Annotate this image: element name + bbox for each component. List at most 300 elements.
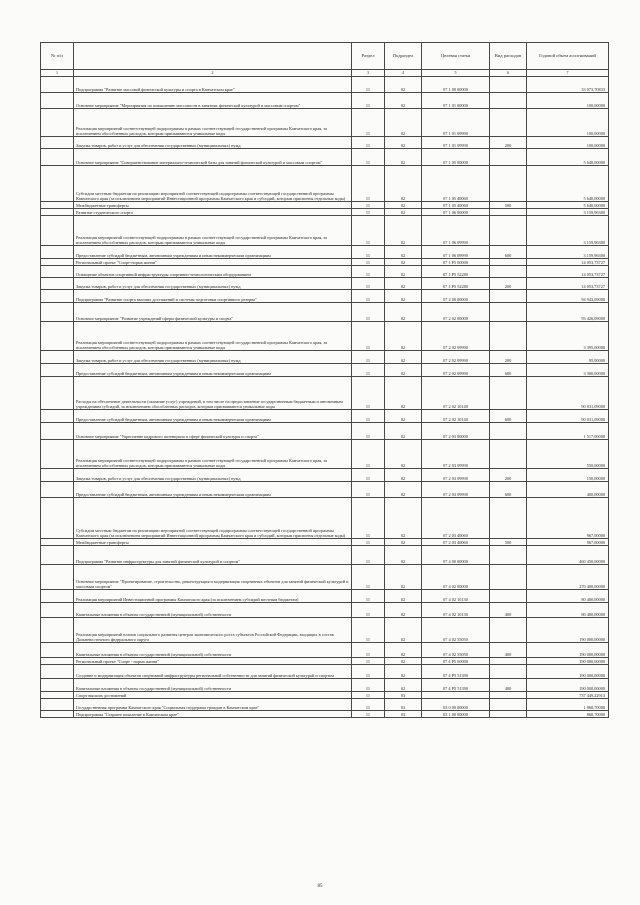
row-target-code: 07 2 03 40060 (422, 539, 490, 546)
row-section: 11 (352, 209, 385, 216)
row-target-code: 07 4 02 10130 (422, 603, 490, 618)
row-expense-kind (490, 216, 527, 246)
budget-document (40, 42, 608, 718)
row-sum: 14 053,73727 (527, 259, 609, 266)
table-row (41, 322, 609, 351)
row-subsection: 02 (385, 209, 422, 216)
row-section: 11 (352, 423, 385, 440)
row-name: Капитальные вложения в объекты государственной (муниципальной) собственности (74, 643, 352, 658)
row-target-code: 07 2 03 09990 (422, 482, 490, 498)
row-number (41, 699, 74, 711)
page-number: 85 (317, 884, 323, 889)
table-row (41, 149, 609, 166)
row-number (41, 469, 74, 482)
row-section: 11 (352, 469, 385, 482)
row-sum: 14 053,73727 (527, 266, 609, 278)
row-expense-kind: 200 (490, 137, 527, 149)
table-row (41, 202, 609, 209)
row-sum: 100,00000 (527, 109, 609, 137)
header-subsection: Подраздел (385, 43, 422, 70)
row-sum: 737 449,22913 (527, 692, 609, 699)
row-expense-kind: 500 (490, 202, 527, 209)
row-target-code: 07 1 01 09990 (422, 137, 490, 149)
row-sum: 95,00000 (527, 351, 609, 364)
row-expense-kind (490, 440, 527, 469)
table-row (41, 93, 609, 109)
row-section: 11 (352, 699, 385, 711)
row-subsection: 02 (385, 603, 422, 618)
row-number (41, 643, 74, 658)
row-expense-kind (490, 711, 527, 718)
row-sum: 80 400,00000 (527, 603, 609, 618)
table-row (41, 259, 609, 266)
col-number: 2 (74, 70, 352, 77)
row-subsection: 02 (385, 202, 422, 209)
row-subsection: 03 (385, 699, 422, 711)
row-number (41, 565, 74, 590)
row-subsection: 02 (385, 303, 422, 322)
header-section: Раздел (352, 43, 385, 70)
table-row (41, 546, 609, 565)
row-number (41, 137, 74, 149)
table-row (41, 216, 609, 246)
row-expense-kind (490, 692, 527, 699)
row-number (41, 440, 74, 469)
row-section: 11 (352, 166, 385, 202)
row-target-code: 07 2 02 09990 (422, 364, 490, 377)
row-number (41, 202, 74, 209)
row-number (41, 498, 74, 539)
row-subsection: 02 (385, 546, 422, 565)
row-section: 11 (352, 202, 385, 209)
row-subsection: 02 (385, 618, 422, 643)
table-row (41, 278, 609, 290)
row-target-code: 07 4 P5 51390 (422, 679, 490, 692)
row-expense-kind (490, 546, 527, 565)
row-name: Закупка товаров, работ и услуг для обеспечения государственных (муниципальных) нужд (74, 278, 352, 290)
row-number (41, 482, 74, 498)
row-number (41, 603, 74, 618)
row-expense-kind (490, 266, 527, 278)
row-expense-kind (490, 77, 527, 93)
row-sum: 90 031,09000 (527, 377, 609, 410)
row-number (41, 166, 74, 202)
row-expense-kind (490, 498, 527, 539)
row-number (41, 290, 74, 303)
row-subsection: 02 (385, 423, 422, 440)
row-target-code: 07 2 03 00000 (422, 423, 490, 440)
row-expense-kind: 500 (490, 539, 527, 546)
row-expense-kind: 400 (490, 679, 527, 692)
row-name: Капитальные вложения в объекты государственной (муниципальной) собственности (74, 679, 352, 692)
row-section: 11 (352, 482, 385, 498)
table-header-row (41, 43, 609, 70)
row-number (41, 539, 74, 546)
row-subsection: 02 (385, 377, 422, 410)
row-section: 11 (352, 692, 385, 699)
row-target-code: 07 2 03 09990 (422, 469, 490, 482)
row-subsection: 02 (385, 166, 422, 202)
row-section: 11 (352, 546, 385, 565)
row-section: 11 (352, 278, 385, 290)
row-name: Предоставление субсидий бюджетным, автономным учреждениям и иным некоммерческим организациям (74, 482, 352, 498)
row-subsection: 02 (385, 590, 422, 603)
table-row (41, 618, 609, 643)
row-target-code: 07 2 02 10140 (422, 377, 490, 410)
row-sum: 400,00000 (527, 482, 609, 498)
row-sum: 190 000,00000 (527, 658, 609, 665)
table-row (41, 711, 609, 718)
row-sum: 1 517,00000 (527, 423, 609, 440)
row-subsection: 02 (385, 539, 422, 546)
row-expense-kind (490, 377, 527, 410)
row-subsection: 02 (385, 259, 422, 266)
row-section: 11 (352, 364, 385, 377)
row-target-code (422, 692, 490, 699)
row-number (41, 259, 74, 266)
row-subsection: 02 (385, 216, 422, 246)
column-number-row (41, 70, 609, 77)
row-sum: 868,70000 (527, 711, 609, 718)
row-section: 11 (352, 259, 385, 266)
row-name: Подпрограмма "Развитие инфраструктуры для занятий физической культурой и спортом" (74, 546, 352, 565)
row-number (41, 692, 74, 699)
row-section: 11 (352, 322, 385, 351)
table-row (41, 539, 609, 546)
row-sum: 80 400,00000 (527, 590, 609, 603)
row-name: Закупка товаров, работ и услуг для обеспечения государственных (муниципальных) нужд (74, 351, 352, 364)
row-sum: 150,00000 (527, 469, 609, 482)
row-subsection: 02 (385, 246, 422, 259)
row-sum: 3 159,96300 (527, 209, 609, 216)
row-expense-kind (490, 658, 527, 665)
row-name: Межбюджетные трансферты (74, 202, 352, 209)
row-name: Реализация мероприятий соответствующей подпрограммы в рамках соответствующей государственной программы Камчатского края, за исключением обособленных расходов, которым присваиваются уникальные коды (74, 322, 352, 351)
row-sum: 94 943,09000 (527, 290, 609, 303)
row-subsection: 02 (385, 149, 422, 166)
row-target-code: 07 4 02 55050 (422, 643, 490, 658)
row-target-code: 07 4 P5 00000 (422, 658, 490, 665)
row-subsection: 02 (385, 410, 422, 423)
table-row (41, 679, 609, 692)
row-expense-kind: 600 (490, 482, 527, 498)
row-target-code: 03 0 00 00000 (422, 699, 490, 711)
row-expense-kind (490, 618, 527, 643)
row-target-code: 07 2 03 40060 (422, 498, 490, 539)
row-name: Предоставление субсидий бюджетным, автономным учреждениям и иным некоммерческим организациям (74, 364, 352, 377)
row-number (41, 679, 74, 692)
row-number (41, 351, 74, 364)
table-row (41, 209, 609, 216)
row-section: 11 (352, 603, 385, 618)
row-name: Региональный проект "Спорт - норма жизни" (74, 658, 352, 665)
row-section: 11 (352, 440, 385, 469)
table-row (41, 166, 609, 202)
row-sum: 3 300,00000 (527, 364, 609, 377)
row-number (41, 665, 74, 679)
row-expense-kind (490, 290, 527, 303)
row-number (41, 109, 74, 137)
row-name: Капитальные вложения в объекты государственной (муниципальной) собственности (74, 603, 352, 618)
row-sum: 190 000,00000 (527, 643, 609, 658)
row-expense-kind (490, 322, 527, 351)
table-row (41, 246, 609, 259)
table-row (41, 109, 609, 137)
table-row (41, 137, 609, 149)
table-row (41, 643, 609, 658)
header-target: Целевая статья (422, 43, 490, 70)
row-target-code: 07 2 03 09990 (422, 440, 490, 469)
row-sum: 190 000,00000 (527, 665, 609, 679)
table-row (41, 77, 609, 93)
table-row (41, 410, 609, 423)
row-section: 11 (352, 93, 385, 109)
row-name: Оснащение объектов спортивной инфраструктуры спортивно-технологическим оборудованием (74, 266, 352, 278)
row-sum: 967,00000 (527, 539, 609, 546)
row-target-code: 07 1 01 00000 (422, 93, 490, 109)
row-section: 11 (352, 246, 385, 259)
row-subsection: 02 (385, 77, 422, 93)
row-subsection: 02 (385, 364, 422, 377)
row-expense-kind: 400 (490, 643, 527, 658)
row-name: Реализация мероприятий Инвестиционной программы Камчатского края (за исключением субсидий местным бюджетам) (74, 590, 352, 603)
row-sum: 5 640,00000 (527, 202, 609, 209)
row-name: Межбюджетные трансферты (74, 539, 352, 546)
table-row (41, 590, 609, 603)
row-expense-kind: 600 (490, 410, 527, 423)
row-section: 11 (352, 711, 385, 718)
table-row (41, 565, 609, 590)
row-section: 11 (352, 216, 385, 246)
row-name: Основное мероприятие "Развитие учреждений сферы физической культуры и спорта" (74, 303, 352, 322)
row-section: 11 (352, 618, 385, 643)
row-section: 11 (352, 643, 385, 658)
row-target-code: 07 2 00 00000 (422, 290, 490, 303)
row-section: 11 (352, 290, 385, 303)
row-subsection: 03 (385, 692, 422, 699)
row-target-code: 07 1 05 40060 (422, 166, 490, 202)
table-body (41, 77, 609, 718)
row-target-code: 07 2 02 10140 (422, 410, 490, 423)
row-name: Развитие студенческого спорта (74, 209, 352, 216)
row-subsection: 02 (385, 679, 422, 692)
row-name: Региональный проект "Спорт-норма жизни" (74, 259, 352, 266)
row-target-code: 07 1 P5 00000 (422, 259, 490, 266)
row-subsection: 02 (385, 469, 422, 482)
row-number (41, 423, 74, 440)
row-name: Реализация мероприятий соответствующей подпрограммы в рамках соответствующей государственной программы Камчатского края, за исключением обособленных расходов, которым присваиваются уникальные коды (74, 216, 352, 246)
row-name: Субсидии местным бюджетам на реализацию мероприятий соответствующей подпрограммы соответствующей государственной программы Камчатского края (за исключением мероприятий Инвестиционной программы Камчатского края и субсидий, которым присвоены отдельные коды) (74, 166, 352, 202)
row-subsection: 03 (385, 711, 422, 718)
col-number: 6 (490, 70, 527, 77)
row-name: Подпрограмма "Старшее поколение в Камчатском крае" (74, 711, 352, 718)
row-sum: 93 426,09000 (527, 303, 609, 322)
budget-table (40, 42, 609, 718)
row-target-code: 07 1 06 09990 (422, 216, 490, 246)
row-section: 11 (352, 377, 385, 410)
table-row (41, 699, 609, 711)
row-subsection: 02 (385, 665, 422, 679)
col-number: 1 (41, 70, 74, 77)
row-section: 11 (352, 77, 385, 93)
row-subsection: 02 (385, 93, 422, 109)
row-number (41, 322, 74, 351)
row-expense-kind: 200 (490, 351, 527, 364)
row-name: Реализация мероприятий соответствующей подпрограммы в рамках соответствующей государственной программы Камчатского края, за исключением обособленных расходов, которым присваиваются уникальные коды (74, 440, 352, 469)
row-name: Подпрограмма "Развитие спорта высших достижений и системы подготовки спортивного резерва" (74, 290, 352, 303)
row-name: Закупка товаров, работ и услуг для обеспечения государственных (муниципальных) нужд (74, 469, 352, 482)
table-row (41, 266, 609, 278)
table-row (41, 303, 609, 322)
row-subsection: 02 (385, 137, 422, 149)
row-sum: 190 000,00000 (527, 618, 609, 643)
row-expense-kind (490, 109, 527, 137)
row-target-code: 03 1 00 00000 (422, 711, 490, 718)
row-number (41, 209, 74, 216)
row-subsection: 02 (385, 351, 422, 364)
table-row (41, 290, 609, 303)
col-number: 7 (527, 70, 609, 77)
table-row (41, 440, 609, 469)
row-expense-kind (490, 665, 527, 679)
row-subsection: 02 (385, 322, 422, 351)
row-section: 11 (352, 665, 385, 679)
row-subsection: 02 (385, 482, 422, 498)
row-sum: 270 400,00000 (527, 565, 609, 590)
row-section: 11 (352, 351, 385, 364)
row-name: Реализация мероприятий соответствующей подпрограммы в рамках соответствующей государственной программы Камчатского края, за исключением обособленных расходов, которым присваиваются уникальные коды (74, 109, 352, 137)
row-name: Государственная программа Камчатского края "Социальная поддержка граждан в Камчатском крае" (74, 699, 352, 711)
row-target-code: 07 2 02 00000 (422, 303, 490, 322)
row-name: Подпрограмма "Развитие массовой физической культуры и спорта в Камчатском крае" (74, 77, 352, 93)
table-row (41, 364, 609, 377)
row-target-code: 07 4 02 55050 (422, 618, 490, 643)
row-expense-kind: 200 (490, 469, 527, 482)
row-sum: 190 000,00000 (527, 679, 609, 692)
row-number (41, 278, 74, 290)
row-name: Основное мероприятие "Укрепление кадрового потенциала в сфере физической культуры и спорта" (74, 423, 352, 440)
row-section: 11 (352, 137, 385, 149)
row-sum: 3 159,96300 (527, 246, 609, 259)
row-number (41, 216, 74, 246)
row-name: Реализация мероприятий планов социального развития центров экономического роста субъектов Российской Федерации, входящих в состав Дальневосточного федерального округа (74, 618, 352, 643)
row-number (41, 266, 74, 278)
row-section: 11 (352, 266, 385, 278)
row-target-code: 07 1 06 00000 (422, 209, 490, 216)
row-name: Спорт высших достижений (74, 692, 352, 699)
row-number (41, 590, 74, 603)
row-target-code: 07 1 06 09990 (422, 246, 490, 259)
row-section: 11 (352, 590, 385, 603)
row-expense-kind: 400 (490, 603, 527, 618)
row-sum: 100,00000 (527, 93, 609, 109)
row-subsection: 02 (385, 266, 422, 278)
row-subsection: 02 (385, 658, 422, 665)
header-sum: Годовой объем ассигнований (527, 43, 609, 70)
row-section: 11 (352, 565, 385, 590)
row-number (41, 149, 74, 166)
table-row (41, 469, 609, 482)
row-expense-kind (490, 699, 527, 711)
table-row (41, 423, 609, 440)
row-name: Расходы на обеспечение деятельности (оказание услуг) учреждений, в том числе на предоставление государственным бюджетным и автономным учреждениям субсидий, за исключением обособленных расходов, которым присваиваются уникальные коды (74, 377, 352, 410)
header-kind: Вид расходов (490, 43, 527, 70)
table-row (41, 692, 609, 699)
row-number (41, 618, 74, 643)
row-number (41, 410, 74, 423)
row-expense-kind (490, 166, 527, 202)
row-number (41, 303, 74, 322)
row-name: Основное мероприятие "Совершенствование материально-технической базы для занятий физической культурой и массовым спортом" (74, 149, 352, 166)
row-name: Предоставление субсидий бюджетным, автономным учреждениям и иным некоммерческим организациям (74, 410, 352, 423)
row-section: 11 (352, 498, 385, 539)
row-subsection: 02 (385, 565, 422, 590)
row-sum: 5 640,00000 (527, 166, 609, 202)
table-row (41, 658, 609, 665)
table-row (41, 482, 609, 498)
row-name: Основное мероприятие "Проектирование, строительство, реконструкция и модернизация спортивных объектов для занятий физической культурой и массовым спортом" (74, 565, 352, 590)
table-row (41, 498, 609, 539)
table-row (41, 603, 609, 618)
row-section: 11 (352, 149, 385, 166)
row-subsection: 02 (385, 643, 422, 658)
row-number (41, 77, 74, 93)
row-sum: 1 968,70000 (527, 699, 609, 711)
row-number (41, 246, 74, 259)
col-number: 5 (422, 70, 490, 77)
row-section: 11 (352, 679, 385, 692)
row-subsection: 02 (385, 290, 422, 303)
row-sum: 90 031,09000 (527, 410, 609, 423)
row-sum: 967,00000 (527, 498, 609, 539)
row-sum: 3 159,96300 (527, 216, 609, 246)
row-subsection: 02 (385, 278, 422, 290)
row-name: Субсидии местным бюджетам на реализацию мероприятий соответствующей подпрограммы соответствующей государственной программы Камчатского края (за исключением мероприятий Инвестиционной программы Камчатского края и субсидий, которым присвоены отдельные коды) (74, 498, 352, 539)
row-number (41, 546, 74, 565)
row-name: Основное мероприятие "Мероприятия по повышению массовости в занятиях физической культурой и массовым спортом" (74, 93, 352, 109)
header-num: № п/п (41, 43, 74, 70)
row-target-code: 07 1 05 00000 (422, 149, 490, 166)
row-expense-kind (490, 565, 527, 590)
row-target-code: 07 4 02 10130 (422, 590, 490, 603)
row-section: 11 (352, 539, 385, 546)
row-subsection: 02 (385, 440, 422, 469)
table-row (41, 665, 609, 679)
row-target-code: 07 2 02 09990 (422, 322, 490, 351)
row-sum: 33 073,70833 (527, 77, 609, 93)
row-expense-kind: 600 (490, 364, 527, 377)
row-subsection: 02 (385, 498, 422, 539)
row-expense-kind (490, 423, 527, 440)
row-target-code: 07 1 01 09990 (422, 109, 490, 137)
row-sum: 460 450,00000 (527, 546, 609, 565)
row-number (41, 711, 74, 718)
row-name: Создание и модернизация объектов спортивной инфраструктуры региональной собственности для занятий физической культурой и спортом (74, 665, 352, 679)
row-number (41, 658, 74, 665)
row-target-code: 07 1 05 40060 (422, 202, 490, 209)
header-name (74, 43, 352, 70)
row-section: 11 (352, 109, 385, 137)
row-sum: 14 053,73727 (527, 278, 609, 290)
row-expense-kind (490, 590, 527, 603)
col-number: 3 (352, 70, 385, 77)
col-number: 4 (385, 70, 422, 77)
row-name: Предоставление субсидий бюджетным, автономным учреждениям и иным некоммерческим организациям (74, 246, 352, 259)
row-expense-kind (490, 259, 527, 266)
row-target-code: 07 4 P5 51390 (422, 665, 490, 679)
row-expense-kind (490, 149, 527, 166)
row-target-code: 07 4 02 00000 (422, 565, 490, 590)
